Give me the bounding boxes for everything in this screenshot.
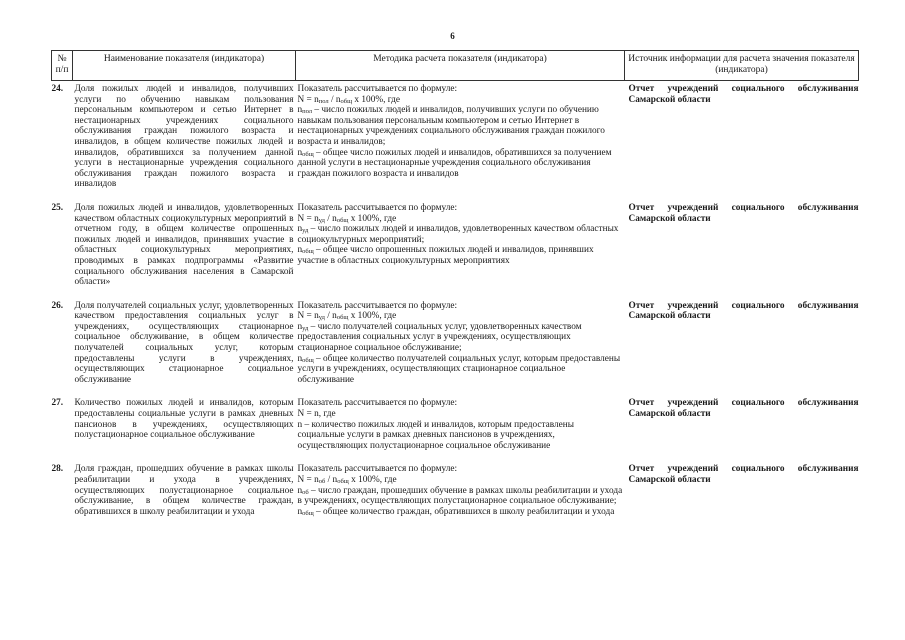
method-intro: Показатель рассчитывается по формуле: [297, 202, 458, 213]
definition-numerator: $n_{об}$ – число граждан, прошедших обучение в рамках школы реабилитации и ухода в учреждениях, осуществляющих полустационарное социальное обслуживание; [297, 485, 623, 507]
method-intro: Показатель рассчитывается по формуле: [297, 464, 458, 475]
calculation-method [296, 463, 625, 529]
calculation-method [296, 202, 625, 300]
table-row [52, 463, 859, 529]
formula: $N = n_{пол} / n_{общ}$ х 100%, где [297, 94, 400, 105]
row-number: 27. [51, 398, 64, 409]
definition-numerator: n – количество пожилых людей и инвалидов, которым предоставлены социальные услуги в рамках дневных пансионов в учреждениях, осуществляющих полустационарное социальное обслуживание [297, 419, 575, 451]
table-row [52, 81, 859, 202]
row-number: 25. [51, 202, 64, 213]
formula: $N = n_{уд} / n_{общ}$ х 100%, где [297, 213, 397, 224]
header-num: № п/п [52, 51, 73, 81]
formula: $N = n_{об} / n_{общ}$ х 100%, где [297, 475, 397, 485]
calculation-method [296, 300, 625, 398]
definition-denominator: $n_{общ}$ – общее число пожилых людей и инвалидов, обратившихся за получением данной услуги в нестационарные учреждения социального обслуживания граждан пожилого возраста и инвалидов [297, 147, 612, 179]
indicator-name: Количество пожилых людей и инвалидов, которым предоставлены социальные услуги в рамках дневных пансионов в учреждениях, осуществляющих полустационарное социальное обслуживание [74, 398, 294, 441]
header-method: Методика расчета показателя (индикатора) [296, 51, 625, 81]
information-source: Отчет учреждений социального обслуживания Самарской области [628, 300, 859, 322]
indicators-table [51, 50, 859, 529]
method-intro: Показатель рассчитывается по формуле: [297, 398, 458, 409]
table-row [52, 397, 859, 463]
definition-numerator: $n_{уд}$ – число пожилых людей и инвалидов, удовлетворенных качеством областных социокультурных мероприятий; [297, 224, 619, 245]
calculation-method [296, 397, 625, 463]
header-name: Наименование показателя (индикатора) [73, 51, 296, 81]
information-source: Отчет учреждений социального обслуживания Самарской области [628, 202, 859, 224]
definition-denominator: $n_{общ}$ – общее количество получателей социальных услуг, которым предоставлены услуги в учреждениях, осуществляющих стационарное социальное обслуживание [297, 353, 621, 385]
method-intro: Показатель рассчитывается по формуле: [297, 300, 458, 311]
header-source: Источник информации для расчета значения показателя (индикатора) [625, 51, 859, 81]
definition-numerator: $n_{уд}$ – число получателей социальных услуг, удовлетворенных качеством предоставления социальных услуг в учреждениях, осуществляющих стационарное социальное обслуживание; [297, 321, 582, 354]
indicator-name: Доля пожилых людей и инвалидов, удовлетворенных качеством областных социокультурных мероприятий в отчетном году, в общем количестве опрошенных пожилых людей и инвалидов, принявших участие в областных социокультурных мероприятиях, проводимых в рамках подпрограммы «Развитие социального обслуживания населения в Самарской области» [74, 202, 294, 288]
indicator-name: Доля граждан, прошедших обучение в рамках школы реабилитации и ухода в учреждениях, осуществляющих полустационарное социальное обслуживание, в общем количестве граждан, обратившихся в школу реабилитации и ухода [74, 464, 294, 517]
row-number: 28. [51, 464, 64, 475]
indicator-name: Доля получателей социальных услуг, удовлетворенных качеством предоставления социальных услуг в учреждениях, осуществляющих стационарное социальное обслуживание, в общем количестве получателей социальных услуг, которым предоставлены услуги в учреждениях, осуществляющих стационарное социальное обслуживание [74, 300, 294, 385]
method-intro: Показатель рассчитывается по формуле: [297, 84, 458, 94]
information-source: Отчет учреждений социального обслуживания Самарской области [628, 398, 859, 420]
table-row [52, 202, 859, 300]
table-header-row [52, 51, 859, 81]
page-number: 6 [450, 31, 455, 41]
calculation-method [296, 81, 625, 202]
row-number: 26. [51, 300, 64, 311]
definition-denominator: $n_{общ}$ – общее число опрошенных пожилых людей и инвалидов, принявших участие в областных социокультурных мероприятиях [297, 245, 594, 266]
information-source: Отчет учреждений социального обслуживания Самарской области [628, 84, 859, 105]
formula: N = n, где [297, 409, 336, 420]
information-source: Отчет учреждений социального обслуживания Самарской области [628, 464, 859, 485]
indicator-name: Доля пожилых людей и инвалидов, получивших услуги по обучению навыкам пользования персональным компьютером и сетью Интернет в нестационарных учреждениях социального обслуживания граждан пожилого возраста и инвалидов, в общем количестве пожилых людей и инвалидов, обратившихся за получением данной услуги в нестационарные учреждения социального обслуживания граждан пожилого возраста и инвалидов [74, 84, 294, 190]
formula: $N = n_{уд} / n_{общ}$ х 100%, где [297, 311, 397, 322]
table-row [52, 300, 859, 398]
definition-numerator: $n_{пол}$ – число пожилых людей и инвалидов, получивших услуги по обучению навыкам пользования персональным компьютером и сетью Интернет в нестационарных учреждениях социального обслуживания граждан пожилого возраста и инвалидов; [297, 105, 605, 147]
definition-denominator: $n_{общ}$ – общее количество граждан, обратившихся в школу реабилитации и ухода [297, 506, 615, 517]
row-number: 24. [51, 84, 64, 94]
